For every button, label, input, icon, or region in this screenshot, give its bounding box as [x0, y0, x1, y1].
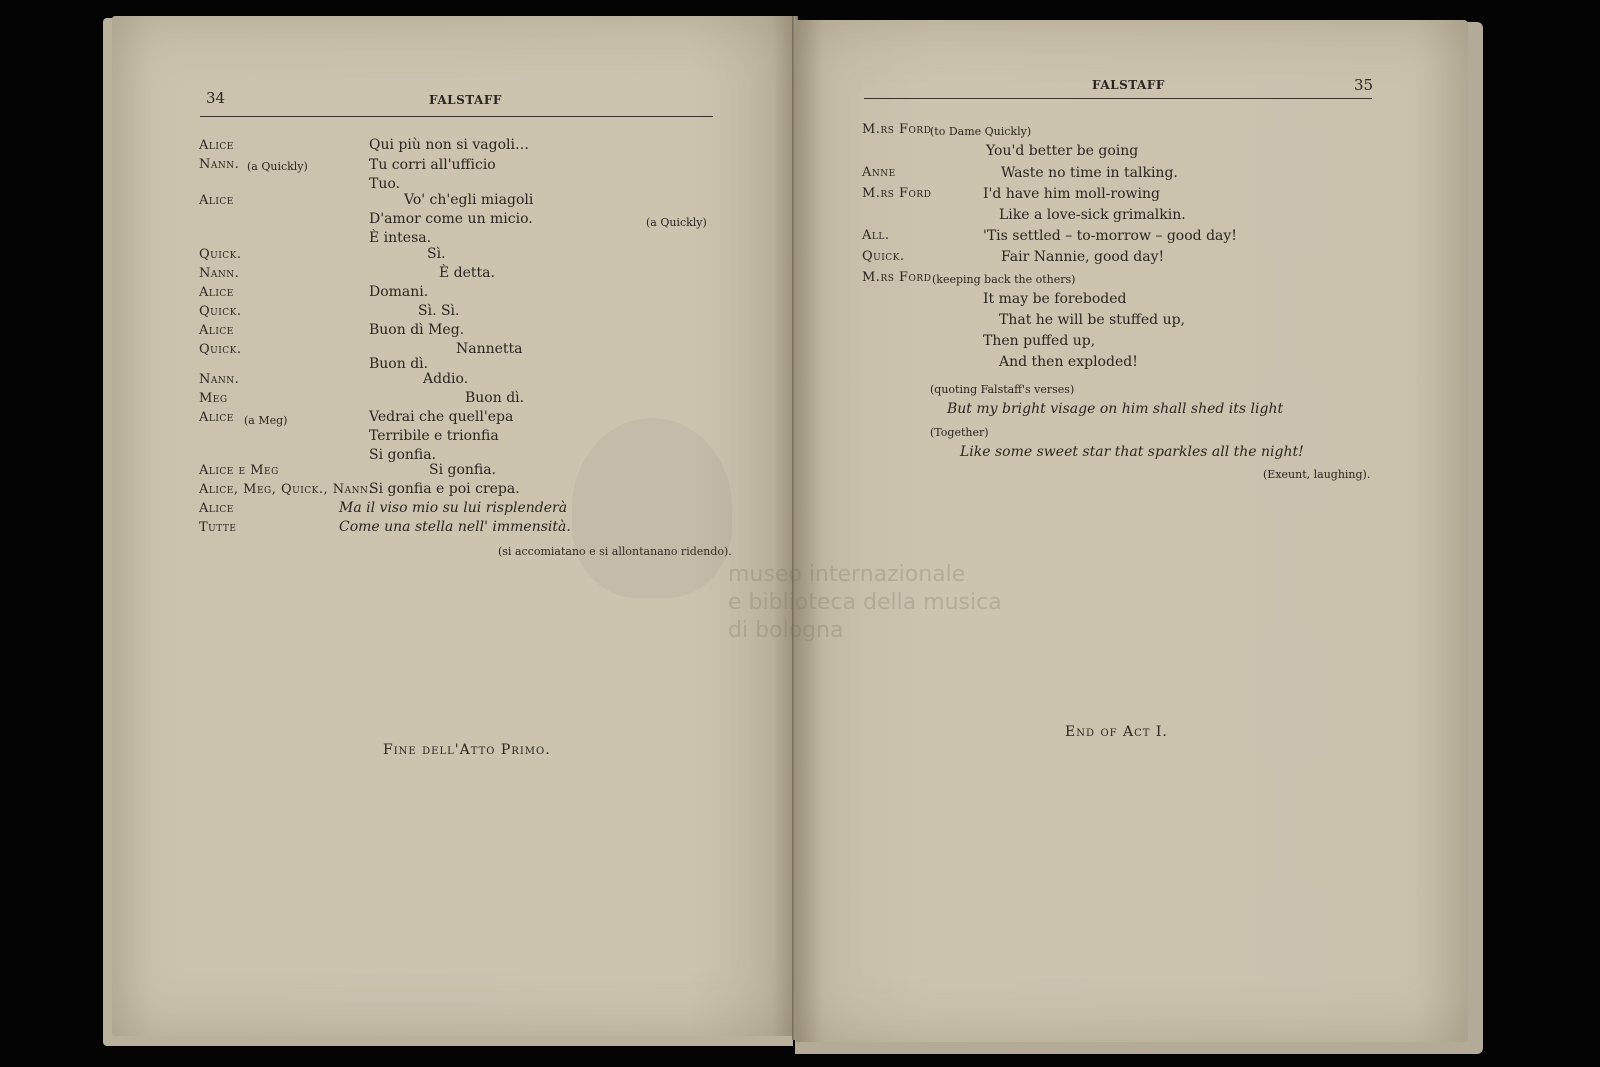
act-end-text: End of Act I.	[1065, 724, 1168, 740]
speaker: Quick.	[199, 304, 242, 319]
dialogue-line: That he will be stuffed up,	[999, 312, 1185, 328]
speaker: Quick.	[199, 247, 242, 262]
dialogue-line: Qui più non si vagoli…	[369, 137, 529, 153]
speaker: Quick.	[199, 342, 242, 357]
speaker: M.rs Ford	[862, 270, 932, 285]
dialogue-line: Addio.	[423, 371, 469, 387]
speaker: Alice	[199, 501, 234, 516]
left-page-number: 34	[206, 89, 226, 107]
right-page-number: 35	[1354, 76, 1374, 94]
right-header-rule	[864, 98, 1372, 99]
watermark-line: museo internazionale	[728, 562, 966, 587]
stage-direction: (a Quickly)	[247, 160, 308, 173]
dialogue-line: Tu corri all'ufficio	[369, 157, 496, 173]
speaker: Alice	[199, 323, 234, 338]
dialogue-line: You'd better be going	[986, 143, 1139, 159]
speaker: M.rs Ford	[862, 122, 932, 137]
dialogue-line: Sì.	[427, 246, 446, 262]
dialogue-line: Come una stella nell' immensità.	[339, 519, 571, 535]
dialogue-line: 'Tis settled – to-morrow – good day!	[983, 228, 1237, 244]
dialogue-line: Si gonfia.	[429, 462, 497, 478]
speaker: Tutte	[199, 520, 237, 535]
watermark-logo	[572, 418, 732, 598]
dialogue-line: Like a love-sick grimalkin.	[999, 207, 1186, 223]
watermark-line: di bologna	[728, 618, 844, 643]
speaker: Alice, Meg, Quick., Nann.	[199, 482, 374, 497]
speaker: Meg	[199, 391, 228, 406]
speaker: Alice	[199, 285, 234, 300]
dialogue-line: Like some sweet star that sparkles all the night!	[960, 444, 1304, 460]
stage-direction: (to Dame Quickly)	[930, 125, 1032, 138]
speaker: Alice	[199, 138, 234, 153]
dialogue-line: Si gonfia e poi crepa.	[369, 481, 520, 497]
dialogue-line: È intesa.	[369, 230, 432, 246]
stage-direction: (a Meg)	[244, 414, 288, 427]
speaker: Nann.	[199, 266, 240, 281]
dialogue-line: I'd have him moll-rowing	[983, 186, 1160, 202]
dialogue-line: It may be foreboded	[983, 291, 1127, 307]
dialogue-line: But my bright visage on him shall shed its light	[947, 401, 1284, 417]
speaker: Alice	[199, 410, 234, 425]
left-running-head: FALSTAFF	[429, 93, 502, 107]
speaker: Nann.	[199, 372, 240, 387]
dialogue-line: D'amor come un micio.	[369, 211, 533, 227]
dialogue-line: Ma il viso mio su lui risplenderà	[339, 500, 568, 516]
dialogue-line: È detta.	[439, 265, 495, 281]
dialogue-line: Waste no time in talking.	[1001, 165, 1178, 181]
dialogue-line: Buon dì.	[465, 390, 525, 406]
dialogue-line: Buon dì.	[369, 356, 429, 372]
stage-direction: (Together)	[930, 426, 989, 439]
closing-stage-direction: (si accomiatano e si allontanano ridendo).	[498, 545, 732, 558]
dialogue-line: Domani.	[369, 284, 429, 300]
left-header-rule	[200, 116, 713, 117]
speaker: Quick.	[862, 249, 905, 264]
stage-direction: (a Quickly)	[646, 216, 707, 229]
dialogue-line: Fair Nannie, good day!	[1001, 249, 1165, 265]
speaker: Alice	[199, 193, 234, 208]
right-running-head: FALSTAFF	[1092, 78, 1165, 92]
speaker: All.	[862, 228, 890, 243]
watermark-line: e biblioteca della musica	[728, 590, 1002, 615]
dialogue-line: Buon dì Meg.	[369, 322, 465, 338]
dialogue-line: Vedrai che quell'epa	[369, 409, 514, 425]
dialogue-line: Vo' ch'egli miagoli	[404, 192, 534, 208]
stage-direction: (keeping back the others)	[932, 273, 1076, 286]
stage-direction: (quoting Falstaff's verses)	[930, 383, 1075, 396]
speaker: Alice e Meg	[199, 463, 279, 478]
speaker: Anne	[862, 165, 896, 180]
closing-stage-direction: (Exeunt, laughing).	[1263, 468, 1371, 481]
dialogue-line: Nannetta	[456, 341, 523, 357]
dialogue-line: Si gonfia.	[369, 447, 437, 463]
dialogue-line: Then puffed up,	[983, 333, 1096, 349]
speaker: M.rs Ford	[862, 186, 932, 201]
dialogue-line: Terribile e trionfia	[369, 428, 499, 444]
act-end-text: Fine dell'Atto Primo.	[383, 742, 551, 758]
dialogue-line: Sì. Sì.	[418, 303, 460, 319]
dialogue-line: Tuo.	[369, 176, 400, 192]
dialogue-line: And then exploded!	[999, 354, 1138, 370]
speaker: Nann.	[199, 157, 240, 172]
